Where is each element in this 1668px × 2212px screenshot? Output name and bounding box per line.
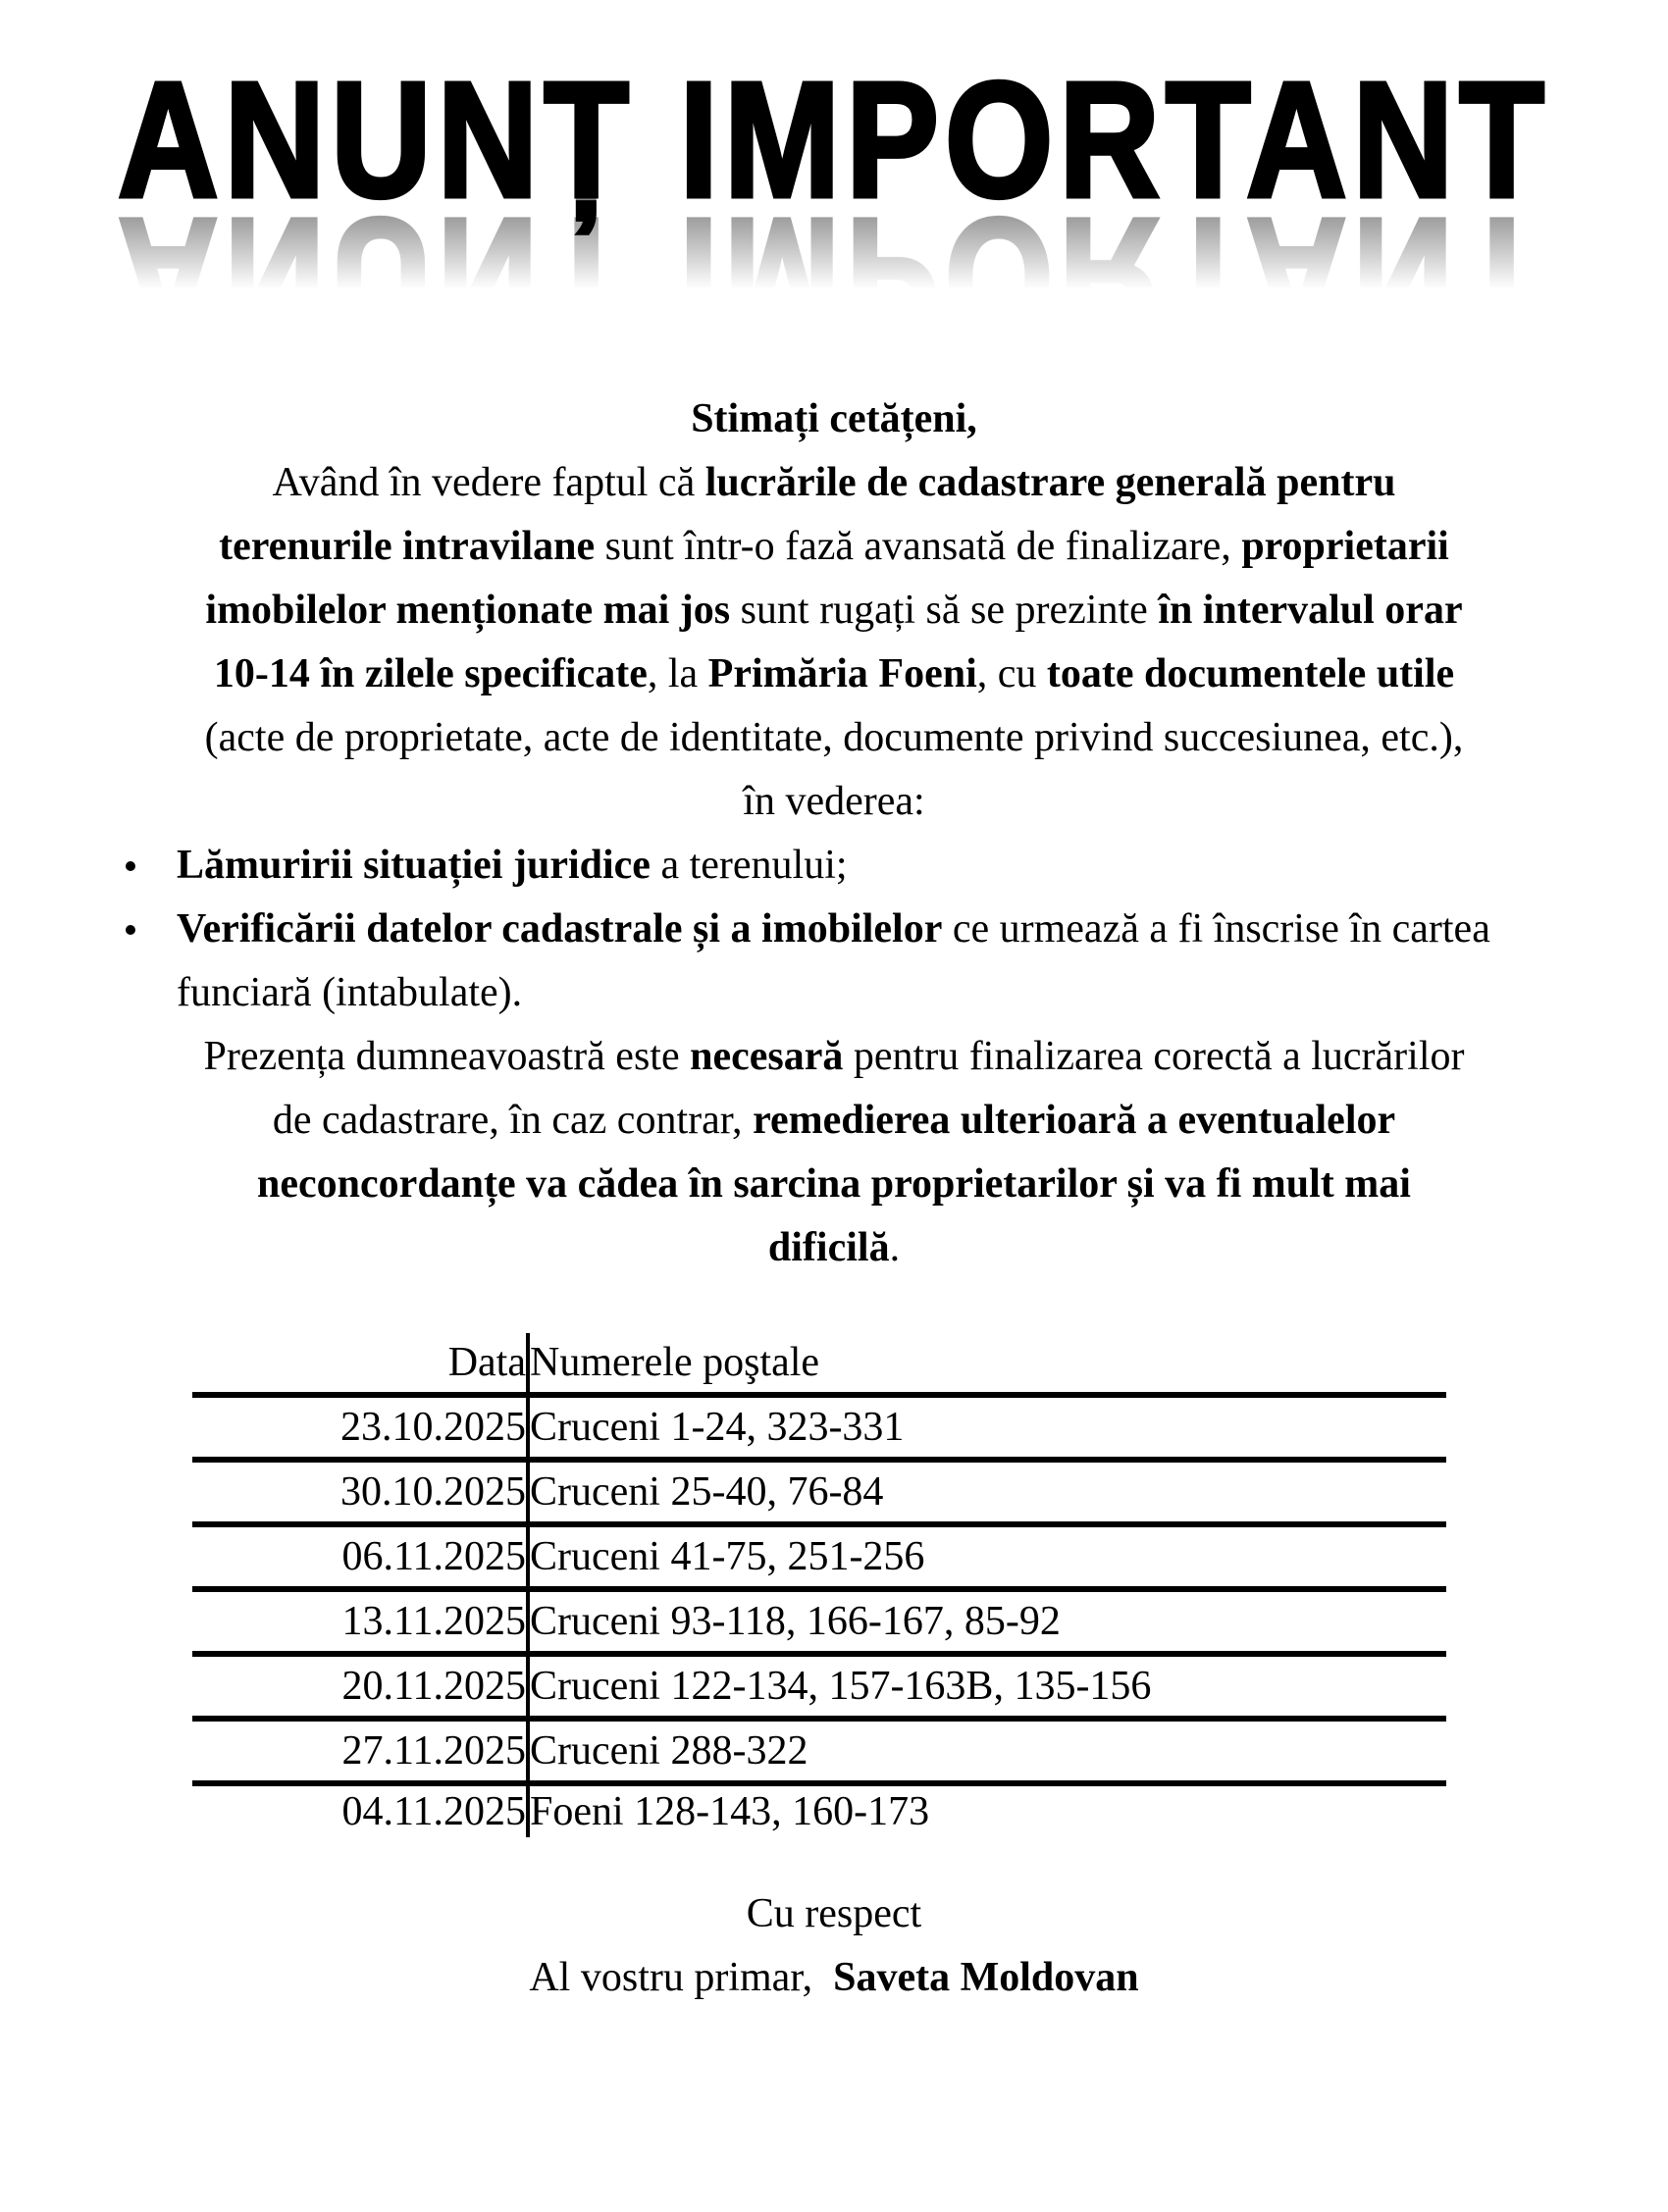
date-cell: 20.11.2025 xyxy=(192,1654,528,1719)
postal-numbers-cell: Cruceni 41-75, 251-256 xyxy=(528,1524,1446,1589)
table-row xyxy=(192,1395,1446,1460)
warning-paragraph xyxy=(0,1025,1668,1280)
bullet-text: Verificării datelor cadastrale și a imobilelor ce urmează a fi înscrise în cartea funciară (intabulate). xyxy=(177,906,1490,1015)
paragraph-line: neconcordanțe va cădea în sarcina proprietarilor și va fi mult mai xyxy=(257,1161,1411,1207)
postal-numbers-cell: Cruceni 1-24, 323-331 xyxy=(528,1395,1446,1460)
postal-numbers-cell: Cruceni 93-118, 166-167, 85-92 xyxy=(528,1589,1446,1654)
date-cell: 04.11.2025 xyxy=(341,1789,526,1834)
postal-numbers-column-header: Numerele poştale xyxy=(528,1333,1446,1395)
postal-numbers-cell: Foeni 128-143, 160-173 xyxy=(528,1783,1446,1837)
table-row xyxy=(192,1654,1446,1719)
bullet-text: Lămuririi situației juridice a terenului; xyxy=(177,843,848,888)
schedule-table-body xyxy=(192,1395,1446,1837)
table-row xyxy=(192,1783,1446,1837)
date-cell: 13.11.2025 xyxy=(192,1589,528,1654)
date-column-header: Data xyxy=(192,1333,528,1395)
paragraph-line: Prezența dumneavoastră este necesară pentru finalizarea corectă a lucrărilor xyxy=(203,1034,1465,1079)
postal-numbers-cell: Cruceni 25-40, 76-84 xyxy=(528,1460,1446,1524)
date-cell: 23.10.2025 xyxy=(192,1395,528,1460)
table-row xyxy=(192,1719,1446,1783)
date-cell: 30.10.2025 xyxy=(192,1460,528,1524)
postal-numbers-cell: Cruceni 288-322 xyxy=(528,1719,1446,1783)
title-block xyxy=(0,48,1668,314)
paragraph-line: terenurile intravilane sunt într-o fază avansată de finalizare, proprietarii xyxy=(219,524,1449,569)
schedule-table xyxy=(192,1333,1446,1837)
table-header-row xyxy=(192,1333,1446,1395)
closing-regards: Cu respect xyxy=(746,1891,922,1936)
paragraph-line: Având în vedere faptul că lucrările de cadastrare generală pentru xyxy=(272,460,1396,505)
paragraph-line: în vederea: xyxy=(743,779,925,824)
table-row xyxy=(192,1589,1446,1654)
announcement-page xyxy=(0,48,1668,2010)
date-cell: 27.11.2025 xyxy=(192,1719,528,1783)
closing-signature: Al vostru primar, Saveta Moldovan xyxy=(529,1955,1139,2000)
bullet-item xyxy=(177,834,1603,898)
table-row xyxy=(192,1460,1446,1524)
paragraph-line: de cadastrare, în caz contrar, remedierea ulterioară a eventualelor xyxy=(272,1098,1396,1143)
paragraph-line: imobilelor menționate mai jos sunt rugați să se prezinte în intervalul orar xyxy=(205,588,1463,633)
paragraph-line: dificilă. xyxy=(767,1225,901,1270)
bullet-list xyxy=(0,834,1668,1025)
closing-block xyxy=(0,1882,1668,2010)
salutation: Stimați cetățeni, xyxy=(691,396,977,441)
table-row xyxy=(192,1524,1446,1589)
postal-numbers-cell: Cruceni 122-134, 157-163B, 135-156 xyxy=(528,1654,1446,1719)
bullet-dot-icon xyxy=(126,861,135,871)
paragraph-line: (acte de proprietate, acte de identitate, documente privind succesiunea, etc.), xyxy=(204,715,1464,760)
bullet-dot-icon xyxy=(126,925,135,935)
bullet-item xyxy=(177,898,1603,1025)
intro-paragraph xyxy=(0,451,1668,834)
date-cell: 06.11.2025 xyxy=(192,1524,528,1589)
paragraph-line: 10-14 în zilele specificate, la Primăria Foeni, cu toate documentele utile xyxy=(213,651,1455,696)
page-title: ANUNȚ IMPORTANT xyxy=(118,48,1550,232)
